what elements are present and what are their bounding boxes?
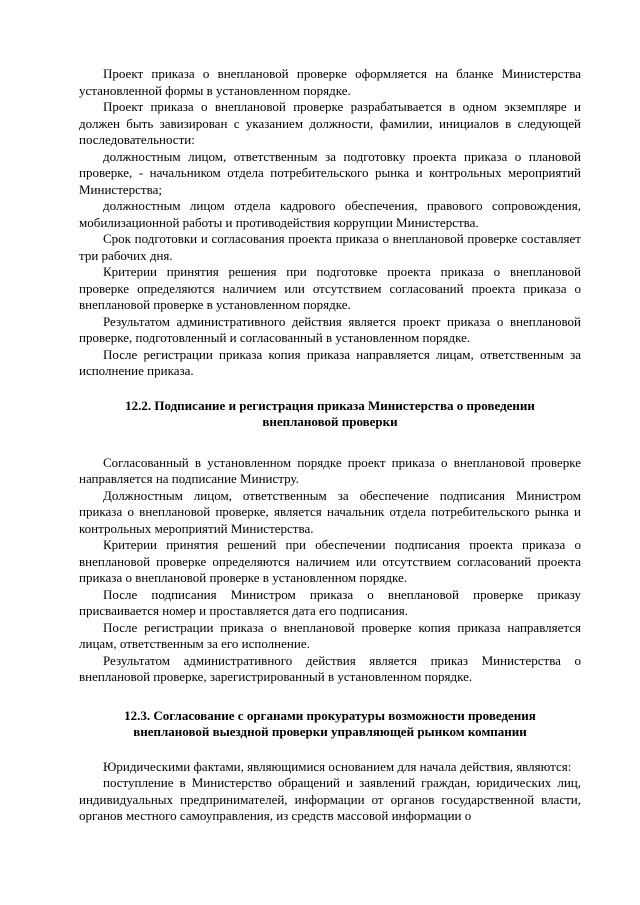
paragraph: После регистрации приказа о внеплановой проверке копия приказа направляется лицам, ответственным за его исполнение. [79,619,581,651]
paragraph: Проект приказа о внеплановой проверке разрабатывается в одном экземпляре и должен быть завизирован с указанием должности, фамилии, инициалов в следующей последовательности: [79,99,581,147]
paragraph: Юридическими фактами, являющимися основанием для начала действия, являются: [103,758,572,774]
paragraph: поступление в Министерство обращений и заявлений граждан, юридических лиц, индивидуальных предпринимателей, информации от органов государственной власти, органов местного самоуправления, из средств массовой информации о [79,775,581,823]
paragraph: должностным лицом, ответственным за подготовку проекта приказа о плановой проверке, - начальником отдела потребительского рынка и контрольных мероприятий Министерства; [79,148,581,197]
paragraph: Результатом административного действия является проект приказа о внеплановой проверке, подготовленный и согласованный в установленном порядке. [79,313,581,345]
paragraph: Должностным лицом, ответственным за обеспечение подписания Министром приказа о внеплановой проверке, является начальник отдела потребительского рынка и контрольных мероприятий Министерства. [79,487,581,536]
section-heading-12-2: 12.2. Подписание и регистрация приказа Министерства о проведении внеплановой проверки [125,397,535,429]
paragraph: должностным лицом отдела кадрового обеспечения, правового сопровождения, мобилизационной работы и противодействия коррупции Министерства. [79,198,581,230]
section-heading-12-3: 12.3. Согласование с органами прокуратуры возможности проведения внеплановой выездной проверки управляющей рынком компании [124,707,536,739]
paragraph: Проект приказа о внеплановой проверке оформляется на бланке Министерства установленной формы в установленном порядке. [79,66,581,98]
paragraph: После регистрации приказа копия приказа направляется лицам, ответственным за исполнение приказа. [79,346,581,378]
paragraph: Критерии принятия решений при обеспечении подписания проекта приказа о внеплановой проверке определяются наличием или отсутствием согласований проекта приказа о внеплановой проверке в установленном порядке. [79,537,581,585]
paragraph: Результатом административного действия является приказ Министерства о внеплановой проверке, зарегистрированный в установленном порядке. [79,652,581,684]
paragraph: Согласованный в установленном порядке проект приказа о внеплановой проверке направляется на подписание Министру. [79,454,581,486]
page-content [79,66,581,825]
paragraph: Срок подготовки и согласования проекта приказа о внеплановой проверке составляет три рабочих дня. [79,231,581,263]
paragraph: Критерии принятия решения при подготовке проекта приказа о внеплановой проверке определяются наличием или отсутствием согласований проекта приказа о внеплановой проверке в установленном порядке. [79,264,581,312]
paragraph: После подписания Министром приказа о внеплановой проверке приказу присваивается номер и проставляется дата его подписания. [79,586,581,618]
